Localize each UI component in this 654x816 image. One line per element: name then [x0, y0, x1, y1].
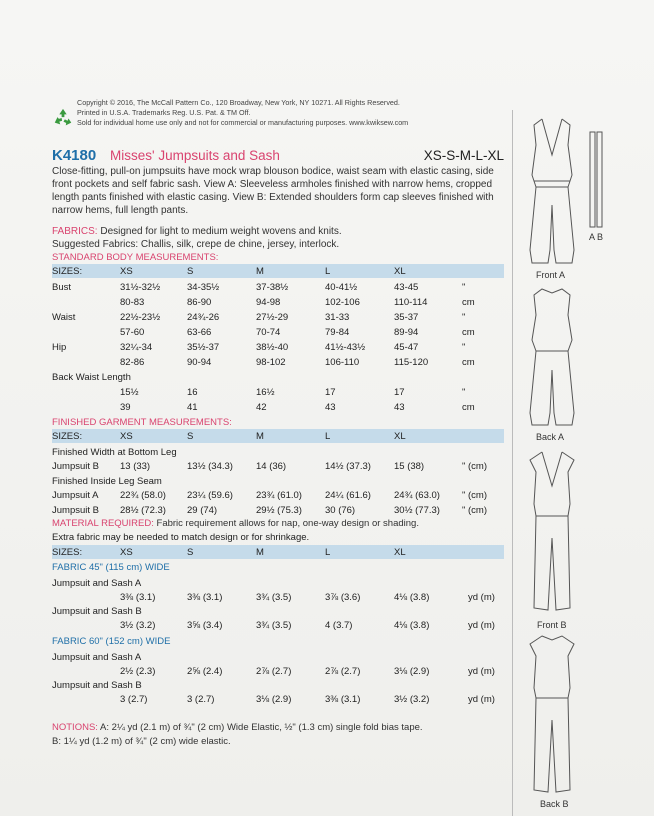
table-cell: 3 (2.7): [187, 694, 215, 705]
fabric-60-label: FABRIC 60" (152 cm) WIDE: [52, 636, 171, 647]
row-unit: ": [462, 387, 466, 398]
table-cell: 4⅛ (3.8): [394, 592, 430, 603]
row-label: Jumpsuit and Sash B: [52, 680, 142, 691]
table-cell: 98-102: [256, 357, 286, 368]
table-cell: 24¾ (63.0): [394, 490, 440, 501]
table-cell: 29½ (75.3): [256, 505, 302, 516]
table-cell: 4 (3.7): [325, 620, 353, 631]
table-cell: 39: [120, 402, 131, 413]
table-cell: 41½-43½: [325, 342, 366, 353]
illustrations-sidebar: [512, 110, 654, 816]
table-cell: 3¾ (3.5): [256, 592, 292, 603]
finished-width-label: Finished Width at Bottom Leg: [52, 447, 177, 458]
size-header-s: S: [187, 266, 194, 277]
size-header-m: M: [256, 547, 264, 558]
row-unit: yd (m): [468, 694, 495, 705]
pattern-header: [52, 147, 504, 165]
table-cell: 24¼ (61.6): [325, 490, 371, 501]
table-cell: 43: [325, 402, 336, 413]
row-label: Bust: [52, 282, 72, 293]
table-cell: 16½: [256, 387, 275, 398]
table-cell: 89-94: [394, 327, 419, 338]
fabrics-label: FABRICS:: [52, 226, 98, 237]
table-cell: 80-83: [120, 297, 145, 308]
table-cell: 31½-32½: [120, 282, 161, 293]
row-unit: yd (m): [468, 592, 495, 603]
notions-b: B: 1¼ yd (1.2 m) of ¾" (2 cm) wide elastic.: [52, 736, 231, 747]
table-cell: 3¾ (3.5): [256, 620, 292, 631]
table-cell: 3⅜ (3.1): [325, 694, 361, 705]
copyright-line-2: Printed in U.S.A. Trademarks Reg. U.S. Pat. & TM Off.: [77, 108, 251, 117]
table-cell: 115-120: [394, 357, 429, 368]
size-header-m: M: [256, 431, 264, 442]
table-cell: 22½-23½: [120, 312, 161, 323]
size-header-s: S: [187, 547, 194, 558]
copyright-line-3: Sold for individual home use only and not for commercial or manufacturing purposes. www.kwiksew.com: [77, 118, 409, 127]
table-cell: 102-106: [325, 297, 360, 308]
size-header-xs: XS: [120, 431, 133, 442]
row-label: Waist: [52, 312, 76, 323]
fabric-45-label: FABRIC 45" (115 cm) WIDE: [52, 562, 170, 573]
row-label: Jumpsuit and Sash B: [52, 606, 142, 617]
table-cell: 106-110: [325, 357, 360, 368]
size-header-m: M: [256, 266, 264, 277]
material-text: Fabric requirement allows for nap, one-way design or shading.: [156, 518, 419, 529]
row-unit: cm: [462, 297, 475, 308]
recycle-icon: [52, 107, 74, 129]
table-cell: 13 (33): [120, 461, 151, 472]
row-label: Back Waist Length: [52, 372, 131, 383]
row-label: Hip: [52, 342, 67, 353]
table-cell: 2⅝ (2.4): [187, 666, 223, 677]
pattern-size-range: XS-S-M-L-XL: [423, 148, 504, 163]
table-cell: 35½-37: [187, 342, 220, 353]
table-cell: 38½-40: [256, 342, 289, 353]
size-header-l: L: [325, 431, 331, 442]
table-cell: 3 (2.7): [120, 694, 148, 705]
table-cell: 23¼ (59.6): [187, 490, 233, 501]
notions-a: A: 2¼ yd (2.1 m) of ¾" (2 cm) Wide Elastic, ½" (1.3 cm) single fold bias tape.: [100, 722, 423, 733]
table-cell: 17: [394, 387, 405, 398]
material-heading: [52, 518, 419, 529]
table-cell: 40-41½: [325, 282, 358, 293]
row-unit: " (cm): [462, 490, 488, 501]
table-cell: 79-84: [325, 327, 350, 338]
table-cell: 3⅝ (3.4): [187, 620, 223, 631]
row-unit: ": [462, 282, 466, 293]
table-cell: 14 (36): [256, 461, 287, 472]
table-cell: 86-90: [187, 297, 212, 308]
table-cell: 3⅛ (2.9): [256, 694, 292, 705]
finished-inseam-label: Finished Inside Leg Seam: [52, 476, 162, 487]
row-unit: cm: [462, 402, 475, 413]
table-cell: 30 (76): [325, 505, 356, 516]
fabrics-section: [52, 225, 504, 251]
table-cell: 90-94: [187, 357, 212, 368]
back-a-label: Back A: [536, 432, 565, 442]
table-cell: 17: [325, 387, 336, 398]
table-cell: 3⅞ (3.6): [325, 592, 361, 603]
table-cell: 3½ (3.2): [394, 694, 430, 705]
table-cell: 2⅞ (2.7): [256, 666, 292, 677]
table-cell: 94-98: [256, 297, 281, 308]
suggested-fabrics: Suggested Fabrics: Challis, silk, crepe de chine, jersey, interlock.: [52, 239, 340, 250]
table-cell: 43: [394, 402, 405, 413]
fabrics-text: Designed for light to medium weight wovens and knits.: [100, 226, 342, 237]
row-label: Jumpsuit and Sash A: [52, 652, 142, 663]
size-header-l: L: [325, 266, 331, 277]
size-header-s: S: [187, 431, 194, 442]
size-header-xs: XS: [120, 266, 133, 277]
table-cell: 3⅛ (2.9): [394, 666, 430, 677]
table-cell: 34-35½: [187, 282, 220, 293]
table-cell: 15½: [120, 387, 139, 398]
material-text-2: Extra fabric may be needed to match design or for shrinkage.: [52, 532, 310, 543]
row-unit: yd (m): [468, 666, 495, 677]
table-cell: 45-47: [394, 342, 419, 353]
table-cell: 30½ (77.3): [394, 505, 440, 516]
finished-sizes-label: SIZES:: [52, 431, 83, 442]
body-measurements-heading: STANDARD BODY MEASUREMENTS:: [52, 252, 219, 263]
sash-label: A B: [589, 232, 604, 242]
table-cell: 41: [187, 402, 198, 413]
row-unit: cm: [462, 357, 475, 368]
row-unit: " (cm): [462, 505, 488, 516]
row-label: Jumpsuit A: [52, 490, 99, 501]
size-header-xl: XL: [394, 547, 406, 558]
table-cell: 42: [256, 402, 267, 413]
size-header-xs: XS: [120, 547, 133, 558]
table-cell: 27½-29: [256, 312, 289, 323]
row-label: Jumpsuit and Sash A: [52, 578, 142, 589]
table-cell: 2½ (2.3): [120, 666, 156, 677]
table-cell: 3½ (3.2): [120, 620, 156, 631]
front-a-label: Front A: [536, 270, 566, 280]
table-cell: 43-45: [394, 282, 419, 293]
row-unit: yd (m): [468, 620, 495, 631]
material-label: MATERIAL REQUIRED:: [52, 518, 154, 529]
notions-section: [52, 721, 504, 749]
back-b-label: Back B: [540, 799, 569, 809]
table-cell: 14½ (37.3): [325, 461, 371, 472]
row-unit: cm: [462, 327, 475, 338]
size-header-l: L: [325, 547, 331, 558]
front-b-label: Front B: [537, 620, 567, 630]
table-cell: 37-38½: [256, 282, 289, 293]
table-cell: 24¾-26: [187, 312, 220, 323]
size-header-xl: XL: [394, 266, 406, 277]
table-cell: 22¾ (58.0): [120, 490, 166, 501]
table-cell: 82-86: [120, 357, 145, 368]
row-unit: ": [462, 342, 466, 353]
material-sizes-label: SIZES:: [52, 547, 83, 558]
table-cell: 110-114: [394, 297, 428, 308]
body-sizes-label: SIZES:: [52, 266, 83, 277]
pattern-code: K4180: [52, 147, 97, 164]
table-cell: 4⅛ (3.8): [394, 620, 430, 631]
row-label: Jumpsuit B: [52, 505, 99, 516]
row-unit: ": [462, 312, 466, 323]
row-unit: " (cm): [462, 461, 488, 472]
table-cell: 35-37: [394, 312, 419, 323]
table-cell: 13½ (34.3): [187, 461, 233, 472]
pattern-description: Close-fitting, pull-on jumpsuits have mock wrap blouson bodice, waist seam with elastic casing, side front pockets and self fabric sash. View A: Sleeveless armholes finished with narrow hems, cropped length pants finished with elastic casing. View B: Extended shoulders form cap sleeves finished with narrow hems, full length pants.: [52, 166, 494, 216]
table-cell: 23¾ (61.0): [256, 490, 302, 501]
table-cell: 15 (38): [394, 461, 425, 472]
copyright-block: [52, 98, 512, 128]
finished-heading: FINISHED GARMENT MEASUREMENTS:: [52, 417, 232, 428]
table-cell: 28½ (72.3): [120, 505, 166, 516]
pattern-title: Misses' Jumpsuits and Sash: [110, 148, 280, 163]
row-label: Jumpsuit B: [52, 461, 99, 472]
table-cell: 63-66: [187, 327, 212, 338]
table-cell: 57-60: [120, 327, 145, 338]
table-cell: 16: [187, 387, 198, 398]
table-cell: 70-74: [256, 327, 281, 338]
table-cell: 32¼-34: [120, 342, 153, 353]
table-cell: 29 (74): [187, 505, 218, 516]
notions-label: NOTIONS:: [52, 722, 98, 733]
copyright-line-1: Copyright © 2016, The McCall Pattern Co., 120 Broadway, New York, NY 10271. All Rights Reserved.: [77, 98, 400, 107]
table-cell: 3⅜ (3.1): [187, 592, 223, 603]
size-header-xl: XL: [394, 431, 406, 442]
table-cell: 3⅜ (3.1): [120, 592, 156, 603]
table-cell: 2⅞ (2.7): [325, 666, 361, 677]
table-cell: 31-33: [325, 312, 350, 323]
